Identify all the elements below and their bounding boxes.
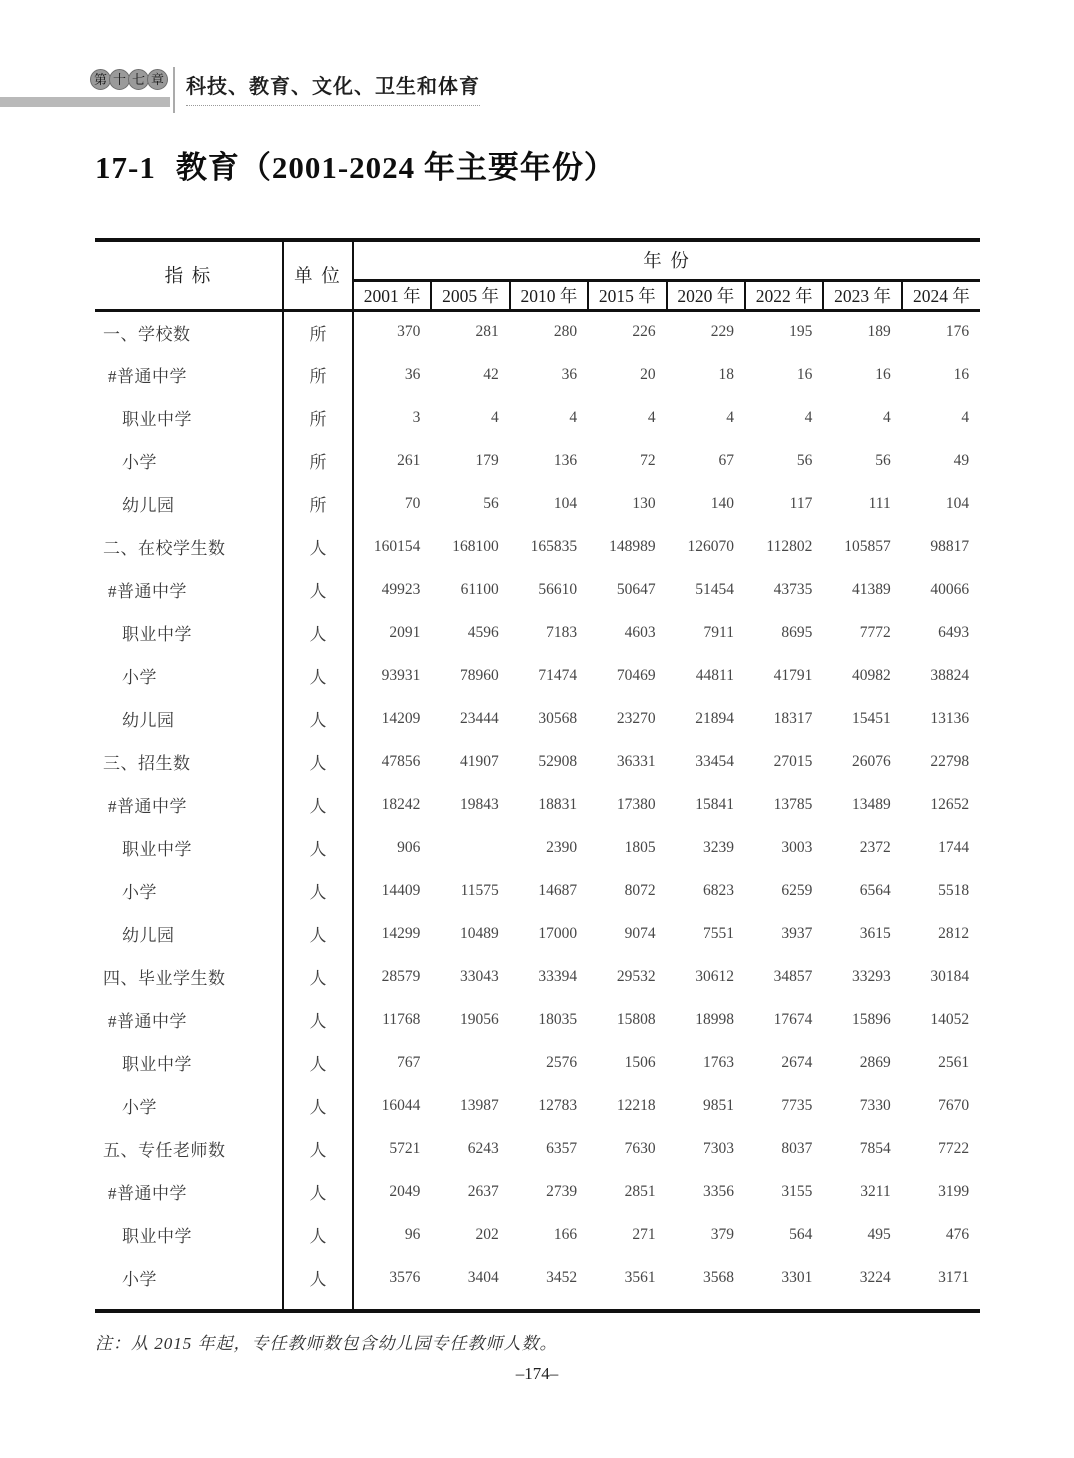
value-cell: 111 <box>868 494 891 512</box>
value-cell: 476 <box>945 1225 970 1243</box>
table-row <box>95 1256 980 1299</box>
header-year: 2015 年 <box>588 280 666 310</box>
value-cell: 2049 <box>389 1182 421 1200</box>
table-row <box>95 998 980 1041</box>
header-year: 2010 年 <box>510 280 588 310</box>
page-title <box>95 142 616 187</box>
indicator-cell: 五、专任老师数 <box>95 1127 283 1170</box>
value-cell: 8695 <box>781 623 813 641</box>
value-cell: 6564 <box>859 881 891 899</box>
value-cell: 3568 <box>702 1268 734 1286</box>
table-row <box>95 1127 980 1170</box>
header-year: 2001 年 <box>353 280 431 310</box>
spacer-cell <box>95 1299 283 1311</box>
value-cell: 28579 <box>381 967 421 985</box>
value-cell: 7722 <box>938 1139 970 1157</box>
spacer-cell <box>353 1299 980 1311</box>
value-cell: 93931 <box>381 666 421 684</box>
value-cell: 51454 <box>695 580 734 598</box>
table-row <box>95 1213 980 1256</box>
value-cell: 195 <box>789 323 813 341</box>
unit-cell: 人 <box>283 783 353 826</box>
value-cell: 14299 <box>381 924 421 942</box>
value-cell <box>431 826 509 869</box>
chapter-title: 科技、教育、文化、卫生和体育 <box>186 70 480 106</box>
footnote: 注：从 2015 年起，专任教师数包含幼儿园专任教师人数。 <box>95 1334 558 1353</box>
value-cell: 3937 <box>781 924 813 942</box>
table-row <box>95 1170 980 1213</box>
value-cell: 176 <box>945 323 970 341</box>
value-cell: 49923 <box>381 580 421 598</box>
indicator-cell: 职业中学 <box>95 1041 283 1084</box>
value-cell: 36 <box>561 365 578 383</box>
header-year: 2024 年 <box>902 280 980 310</box>
value-cell: 43735 <box>773 580 813 598</box>
value-cell: 11768 <box>382 1010 421 1028</box>
value-cell: 12652 <box>930 795 970 813</box>
value-cell: 13136 <box>930 709 970 727</box>
indicator-cell: #普通中学 <box>95 568 283 611</box>
value-cell: 36331 <box>616 752 656 770</box>
indicator-cell: 幼儿园 <box>95 912 283 955</box>
value-cell: 7303 <box>702 1139 734 1157</box>
value-cell: 13785 <box>773 795 813 813</box>
indicator-cell: #普通中学 <box>95 783 283 826</box>
value-cell: 3239 <box>702 838 734 856</box>
unit-cell: 人 <box>283 955 353 998</box>
value-cell: 44811 <box>695 666 734 684</box>
value-cell: 2869 <box>859 1053 891 1071</box>
value-cell: 30568 <box>538 709 578 727</box>
value-cell: 7330 <box>859 1096 891 1114</box>
value-cell: 12783 <box>538 1096 578 1114</box>
value-cell: 19056 <box>460 1010 499 1028</box>
indicator-cell: #普通中学 <box>95 998 283 1041</box>
indicator-cell: #普通中学 <box>95 353 283 396</box>
value-cell: 1744 <box>938 838 970 856</box>
value-cell: 148989 <box>609 537 656 555</box>
value-cell: 126070 <box>687 537 734 555</box>
indicator-cell: 幼儿园 <box>95 482 283 525</box>
indicator-cell: 职业中学 <box>95 611 283 654</box>
education-statistics-table <box>95 238 980 1313</box>
value-cell: 5518 <box>938 881 970 899</box>
value-cell: 7772 <box>859 623 891 641</box>
value-cell: 49 <box>953 451 970 469</box>
value-cell: 17380 <box>616 795 656 813</box>
table-row <box>95 525 980 568</box>
chapter-badge-char: 十 <box>109 69 130 90</box>
value-cell: 3404 <box>467 1268 499 1286</box>
value-cell: 229 <box>710 323 734 341</box>
value-cell: 38824 <box>930 666 970 684</box>
value-cell: 7183 <box>546 623 578 641</box>
value-cell: 18998 <box>695 1010 734 1028</box>
table-row <box>95 826 980 869</box>
value-cell: 117 <box>789 494 813 512</box>
value-cell: 18035 <box>538 1010 578 1028</box>
value-cell: 3155 <box>781 1182 813 1200</box>
value-cell: 4596 <box>467 623 499 641</box>
value-cell: 370 <box>397 323 421 341</box>
value-cell: 15896 <box>851 1010 891 1028</box>
value-cell: 17000 <box>538 924 578 942</box>
value-cell: 17674 <box>773 1010 813 1028</box>
value-cell: 41389 <box>851 580 891 598</box>
value-cell: 165835 <box>530 537 578 555</box>
value-cell: 112802 <box>766 537 813 555</box>
value-cell: 15808 <box>616 1010 656 1028</box>
value-cell: 3171 <box>938 1268 970 1286</box>
indicator-cell: 小学 <box>95 1084 283 1127</box>
value-cell: 1506 <box>624 1053 656 1071</box>
value-cell: 19843 <box>460 795 499 813</box>
value-cell: 42 <box>483 365 499 383</box>
value-cell: 15451 <box>851 709 891 727</box>
chapter-badge-char: 七 <box>128 69 149 90</box>
value-cell: 30612 <box>695 967 734 985</box>
indicator-cell: 四、毕业学生数 <box>95 955 283 998</box>
value-cell: 3211 <box>860 1182 891 1200</box>
value-cell: 189 <box>867 323 891 341</box>
unit-cell: 人 <box>283 697 353 740</box>
value-cell: 14409 <box>381 881 421 899</box>
value-cell: 50647 <box>616 580 656 598</box>
header-unit: 单 位 <box>283 240 353 310</box>
value-cell: 1805 <box>624 838 656 856</box>
value-cell: 98817 <box>930 537 970 555</box>
value-cell: 21894 <box>695 709 734 727</box>
indicator-cell: 职业中学 <box>95 396 283 439</box>
value-cell: 140 <box>710 494 734 512</box>
table-row <box>95 482 980 525</box>
value-cell: 41791 <box>773 666 813 684</box>
value-cell: 104 <box>945 494 970 512</box>
value-cell: 18 <box>718 365 734 383</box>
value-cell: 27015 <box>773 752 813 770</box>
value-cell: 52908 <box>538 752 578 770</box>
value-cell: 2851 <box>624 1182 656 1200</box>
value-cell: 56610 <box>538 580 578 598</box>
value-cell: 2739 <box>546 1182 578 1200</box>
value-cell: 4 <box>491 408 499 426</box>
value-cell: 96 <box>404 1225 421 1243</box>
page-number: –174– <box>515 1364 559 1383</box>
value-cell: 23444 <box>460 709 499 727</box>
value-cell: 7735 <box>781 1096 813 1114</box>
indicator-cell: 小学 <box>95 439 283 482</box>
value-cell: 2372 <box>859 838 891 856</box>
table-row <box>95 396 980 439</box>
value-cell: 6493 <box>938 623 970 641</box>
value-cell: 7670 <box>938 1096 970 1114</box>
value-cell: 18242 <box>381 795 421 813</box>
indicator-cell: 职业中学 <box>95 826 283 869</box>
unit-cell: 人 <box>283 611 353 654</box>
value-cell: 6259 <box>781 881 813 899</box>
value-cell: 2091 <box>389 623 421 641</box>
value-cell: 3356 <box>702 1182 734 1200</box>
value-cell: 33043 <box>460 967 499 985</box>
value-cell: 16 <box>875 365 891 383</box>
table-row <box>95 1041 980 1084</box>
value-cell: 160154 <box>373 537 421 555</box>
value-cell: 2561 <box>938 1053 970 1071</box>
value-cell: 3224 <box>859 1268 891 1286</box>
value-cell: 29532 <box>616 967 656 985</box>
value-cell: 67 <box>718 451 734 469</box>
value-cell: 23270 <box>616 709 656 727</box>
chapter-badge-char: 第 <box>90 69 111 90</box>
unit-cell: 人 <box>283 568 353 611</box>
value-cell: 379 <box>710 1225 734 1243</box>
value-cell: 72 <box>640 451 656 469</box>
indicator-cell: 职业中学 <box>95 1213 283 1256</box>
value-cell: 271 <box>632 1225 656 1243</box>
unit-cell: 所 <box>283 396 353 439</box>
value-cell: 6823 <box>702 881 734 899</box>
unit-cell: 人 <box>283 1213 353 1256</box>
value-cell: 564 <box>789 1225 813 1243</box>
indicator-cell: 幼儿园 <box>95 697 283 740</box>
value-cell: 2637 <box>467 1182 499 1200</box>
value-cell: 280 <box>553 323 578 341</box>
value-cell: 4 <box>882 408 891 426</box>
value-cell: 56 <box>796 451 813 469</box>
unit-cell: 所 <box>283 482 353 525</box>
value-cell: 281 <box>475 323 499 341</box>
value-cell: 130 <box>632 494 656 512</box>
value-cell: 3199 <box>938 1182 970 1200</box>
table-row <box>95 439 980 482</box>
unit-cell: 人 <box>283 826 353 869</box>
unit-cell: 所 <box>283 310 353 353</box>
table-row <box>95 611 980 654</box>
unit-cell: 人 <box>283 1127 353 1170</box>
table-row <box>95 783 980 826</box>
unit-cell: 人 <box>283 1084 353 1127</box>
value-cell: 8072 <box>624 881 656 899</box>
value-cell: 7854 <box>859 1139 891 1157</box>
table-row <box>95 740 980 783</box>
value-cell: 56 <box>483 494 499 512</box>
table-row <box>95 310 980 353</box>
value-cell: 7630 <box>624 1139 656 1157</box>
unit-cell: 人 <box>283 654 353 697</box>
indicator-cell: 小学 <box>95 654 283 697</box>
table-row <box>95 697 980 740</box>
chapter-badge <box>90 69 166 90</box>
table-number: 17-1 <box>95 150 156 185</box>
value-cell: 33394 <box>538 967 578 985</box>
value-cell: 261 <box>397 451 421 469</box>
value-cell: 11575 <box>460 881 499 899</box>
value-cell: 22798 <box>930 752 970 770</box>
table-name: 教育（2001-2024 年主要年份） <box>175 150 616 185</box>
table-row <box>95 654 980 697</box>
unit-cell: 人 <box>283 525 353 568</box>
value-cell: 9851 <box>702 1096 734 1114</box>
table-row <box>95 912 980 955</box>
value-cell: 179 <box>475 451 499 469</box>
header-indicator: 指 标 <box>95 240 283 310</box>
table-row <box>95 353 980 396</box>
indicator-cell: 一、学校数 <box>95 310 283 353</box>
header-year: 2022 年 <box>745 280 823 310</box>
value-cell: 7911 <box>703 623 734 641</box>
spacer-cell <box>283 1299 353 1311</box>
value-cell: 9074 <box>624 924 656 942</box>
value-cell: 40982 <box>851 666 891 684</box>
value-cell: 104 <box>553 494 578 512</box>
unit-cell: 人 <box>283 998 353 1041</box>
value-cell: 906 <box>397 838 421 856</box>
value-cell: 70 <box>404 494 421 512</box>
value-cell: 6357 <box>546 1139 578 1157</box>
indicator-cell: 小学 <box>95 1256 283 1299</box>
chapter-divider <box>173 67 175 113</box>
value-cell: 16 <box>796 365 813 383</box>
table-row <box>95 869 980 912</box>
value-cell: 70469 <box>616 666 656 684</box>
header-year-group: 年 份 <box>353 240 980 280</box>
value-cell: 14209 <box>381 709 421 727</box>
unit-cell: 人 <box>283 740 353 783</box>
value-cell: 3003 <box>781 838 813 856</box>
value-cell: 4 <box>647 408 656 426</box>
unit-cell: 人 <box>283 869 353 912</box>
value-cell: 13489 <box>851 795 891 813</box>
value-cell: 33454 <box>695 752 734 770</box>
value-cell: 16 <box>953 365 970 383</box>
value-cell: 5721 <box>389 1139 421 1157</box>
unit-cell: 人 <box>283 912 353 955</box>
chapter-badge-char: 章 <box>147 69 168 90</box>
value-cell: 3301 <box>781 1268 813 1286</box>
unit-cell: 人 <box>283 1170 353 1213</box>
value-cell: 3 <box>412 408 421 426</box>
table-row <box>95 1084 980 1127</box>
value-cell: 61100 <box>460 580 499 598</box>
indicator-cell: 三、招生数 <box>95 740 283 783</box>
value-cell: 3561 <box>624 1268 656 1286</box>
unit-cell: 所 <box>283 353 353 396</box>
value-cell: 7551 <box>702 924 734 942</box>
value-cell: 15841 <box>695 795 734 813</box>
value-cell: 56 <box>875 451 891 469</box>
value-cell: 14052 <box>930 1010 970 1028</box>
table-row <box>95 568 980 611</box>
chapter-decoration-bar <box>0 97 170 107</box>
value-cell: 33293 <box>851 967 891 985</box>
indicator-cell: #普通中学 <box>95 1170 283 1213</box>
value-cell: 2674 <box>781 1053 813 1071</box>
value-cell: 4603 <box>624 623 656 641</box>
indicator-cell: 小学 <box>95 869 283 912</box>
value-cell: 18317 <box>773 709 813 727</box>
value-cell: 2812 <box>938 924 970 942</box>
value-cell: 2390 <box>546 838 578 856</box>
unit-cell: 人 <box>283 1256 353 1299</box>
value-cell: 1763 <box>702 1053 734 1071</box>
value-cell: 41907 <box>460 752 499 770</box>
unit-cell: 所 <box>283 439 353 482</box>
value-cell: 10489 <box>460 924 499 942</box>
indicator-cell: 二、在校学生数 <box>95 525 283 568</box>
value-cell: 4 <box>726 408 734 426</box>
value-cell: 3452 <box>546 1268 578 1286</box>
value-cell: 78960 <box>460 666 499 684</box>
value-cell: 168100 <box>452 537 499 555</box>
value-cell: 495 <box>867 1225 891 1243</box>
header-year: 2020 年 <box>667 280 745 310</box>
value-cell: 136 <box>553 451 578 469</box>
value-cell: 2576 <box>546 1053 578 1071</box>
value-cell: 4 <box>569 408 578 426</box>
value-cell: 226 <box>632 323 656 341</box>
value-cell: 36 <box>404 365 421 383</box>
unit-cell: 人 <box>283 1041 353 1084</box>
value-cell: 40066 <box>930 580 970 598</box>
value-cell: 18831 <box>538 795 578 813</box>
header-year: 2005 年 <box>431 280 509 310</box>
header-year: 2023 年 <box>823 280 901 310</box>
value-cell: 4 <box>804 408 813 426</box>
value-cell: 12218 <box>616 1096 656 1114</box>
header-row-group <box>95 240 980 280</box>
value-cell: 3576 <box>389 1268 421 1286</box>
value-cell: 14687 <box>538 881 578 899</box>
value-cell: 4 <box>961 408 970 426</box>
value-cell: 8037 <box>781 1139 813 1157</box>
value-cell: 6243 <box>467 1139 499 1157</box>
value-cell: 3615 <box>859 924 891 942</box>
value-cell: 26076 <box>851 752 891 770</box>
value-cell: 105857 <box>844 537 891 555</box>
value-cell <box>431 1041 509 1084</box>
value-cell: 34857 <box>773 967 813 985</box>
table-spacer-row <box>95 1299 980 1311</box>
value-cell: 30184 <box>930 967 970 985</box>
table-row <box>95 955 980 998</box>
value-cell: 71474 <box>538 666 578 684</box>
value-cell: 47856 <box>381 752 421 770</box>
value-cell: 16044 <box>381 1096 421 1114</box>
value-cell: 166 <box>553 1225 578 1243</box>
value-cell: 767 <box>397 1053 421 1071</box>
value-cell: 20 <box>640 365 656 383</box>
value-cell: 202 <box>475 1225 499 1243</box>
value-cell: 13987 <box>460 1096 499 1114</box>
